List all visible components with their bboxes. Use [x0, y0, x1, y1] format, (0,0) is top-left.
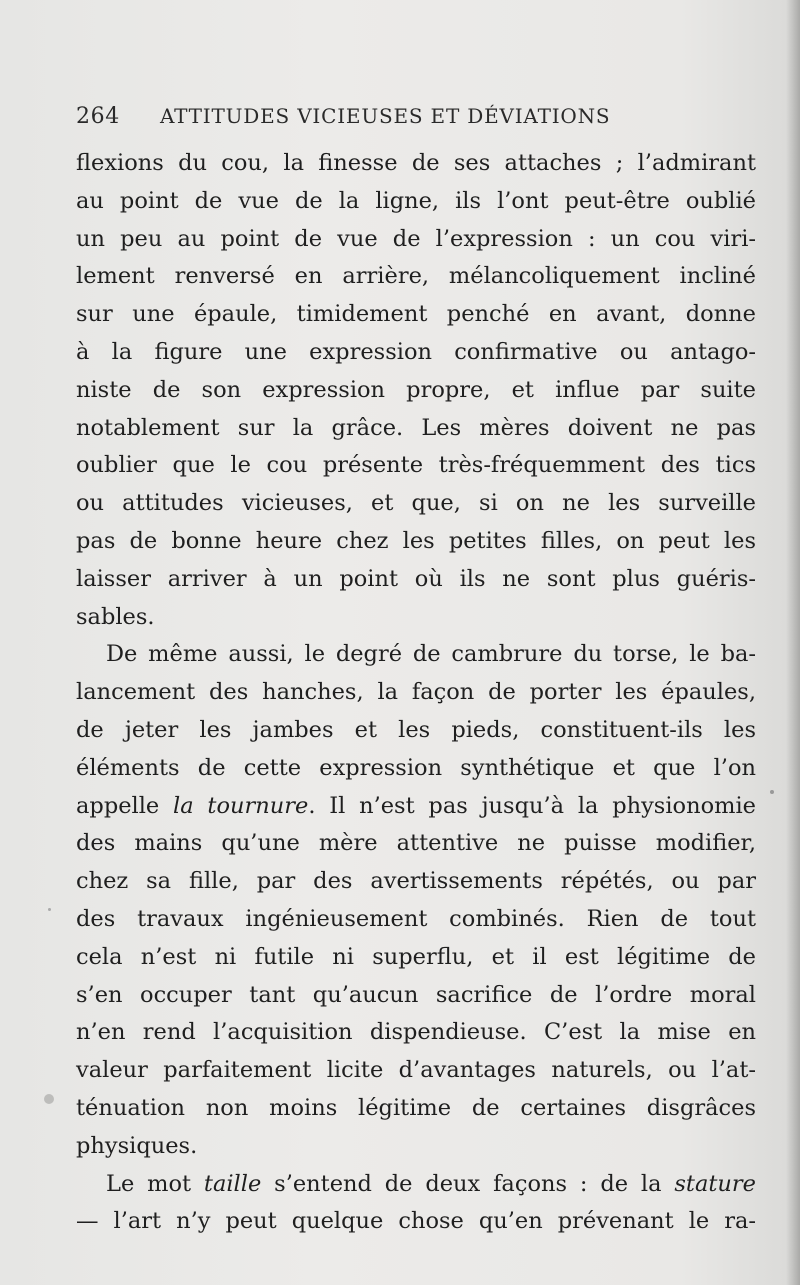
text-line	[76, 977, 756, 1015]
text-line	[76, 863, 756, 901]
text-segment: Le mot	[106, 1170, 204, 1197]
text-line	[76, 296, 756, 334]
text-line	[76, 523, 756, 561]
text-line	[76, 183, 756, 221]
body-text	[76, 145, 756, 1241]
text-line	[76, 447, 756, 485]
text-segment: oublier que le cou présente très-fréquemment des tics	[76, 452, 756, 479]
text-segment: ténuation non moins légitime de certaines disgrâces	[76, 1094, 756, 1121]
text-line	[76, 750, 756, 788]
text-line	[76, 258, 756, 296]
text-segment: s’entend de deux façons : de la	[261, 1170, 675, 1197]
text-segment: cela n’est ni futile ni superflu, et il est légitime de	[76, 943, 756, 970]
text-segment: des mains qu’une mère attentive ne puisse modifier,	[76, 830, 756, 857]
text-segment: sables.	[76, 603, 155, 630]
text-segment: pas de bonne heure chez les petites filles, on peut les	[76, 527, 756, 554]
text-segment: s’en occuper tant qu’aucun sacrifice de l’ordre moral	[76, 981, 756, 1008]
page-gutter-shadow	[786, 0, 800, 1285]
text-line	[76, 1014, 756, 1052]
text-segment: un peu au point de vue de l’expression : un cou viri-	[76, 225, 756, 252]
text-line	[76, 1166, 756, 1204]
text-line	[76, 674, 756, 712]
paper-speck	[770, 790, 774, 794]
running-header	[76, 100, 680, 140]
text-segment: au point de vue de la ligne, ils l’ont peut-être oublié	[76, 187, 756, 214]
text-segment: chez sa fille, par des avertissements répétés, ou par	[76, 868, 756, 895]
text-line	[76, 901, 756, 939]
text-segment: . Il n’est pas jusqu’à la physionomie	[308, 792, 756, 819]
text-line	[76, 1128, 756, 1166]
text-segment: De même aussi, le degré de cambrure du torse, le ba-	[106, 641, 756, 668]
text-segment: à la figure une expression confirmative ou antago-	[76, 338, 756, 365]
text-line	[76, 145, 756, 183]
text-segment: des travaux ingénieusement combinés. Rien de tout	[76, 905, 756, 932]
paper-speck	[48, 908, 51, 911]
text-segment: lancement des hanches, la façon de porter les épaules,	[76, 679, 756, 706]
italic-text: stature	[674, 1170, 756, 1197]
text-line	[76, 221, 756, 259]
text-line	[76, 372, 756, 410]
text-segment: lement renversé en arrière, mélancoliquement incliné	[76, 263, 756, 290]
text-segment: notablement sur la grâce. Les mères doivent ne pas	[76, 414, 756, 441]
text-segment: de jeter les jambes et les pieds, constituent-ils les	[76, 716, 756, 743]
text-line	[76, 561, 756, 599]
text-segment: éléments de cette expression synthétique et que l’on	[76, 754, 756, 781]
text-segment: appelle	[76, 792, 174, 819]
text-line	[76, 636, 756, 674]
running-title: ATTITUDES VICIEUSES ET DÉVIATIONS	[160, 104, 611, 128]
text-line	[76, 712, 756, 750]
text-segment: flexions du cou, la finesse de ses attaches ; l’admirant	[76, 150, 756, 176]
italic-text: la tournure	[173, 792, 309, 819]
text-line	[76, 1052, 756, 1090]
text-line	[76, 1090, 756, 1128]
page-number: 264	[76, 104, 120, 129]
text-segment: n’en rend l’acquisition dispendieuse. C’est la mise en	[76, 1019, 756, 1046]
text-line	[76, 825, 756, 863]
text-segment: laisser arriver à un point où ils ne sont plus guéris-	[76, 565, 756, 592]
italic-text: taille	[203, 1170, 262, 1197]
paper-speck	[44, 1094, 54, 1104]
text-line	[76, 485, 756, 523]
text-segment: ou attitudes vicieuses, et que, si on ne les surveille	[76, 490, 756, 517]
text-line	[76, 334, 756, 372]
text-segment: physiques.	[76, 1132, 198, 1159]
text-segment: niste de son expression propre, et influe par suite	[76, 376, 756, 403]
text-segment: sur une épaule, timidement penché en avant, donne	[76, 301, 756, 328]
text-segment: — l’art n’y peut quelque chose qu’en prévenant le ra-	[76, 1208, 756, 1235]
text-line	[76, 1203, 756, 1241]
text-line	[76, 410, 756, 448]
text-line	[76, 939, 756, 977]
text-line	[76, 788, 756, 826]
text-line	[76, 599, 756, 637]
text-segment: valeur parfaitement licite d’avantages naturels, ou l’at-	[76, 1057, 756, 1084]
